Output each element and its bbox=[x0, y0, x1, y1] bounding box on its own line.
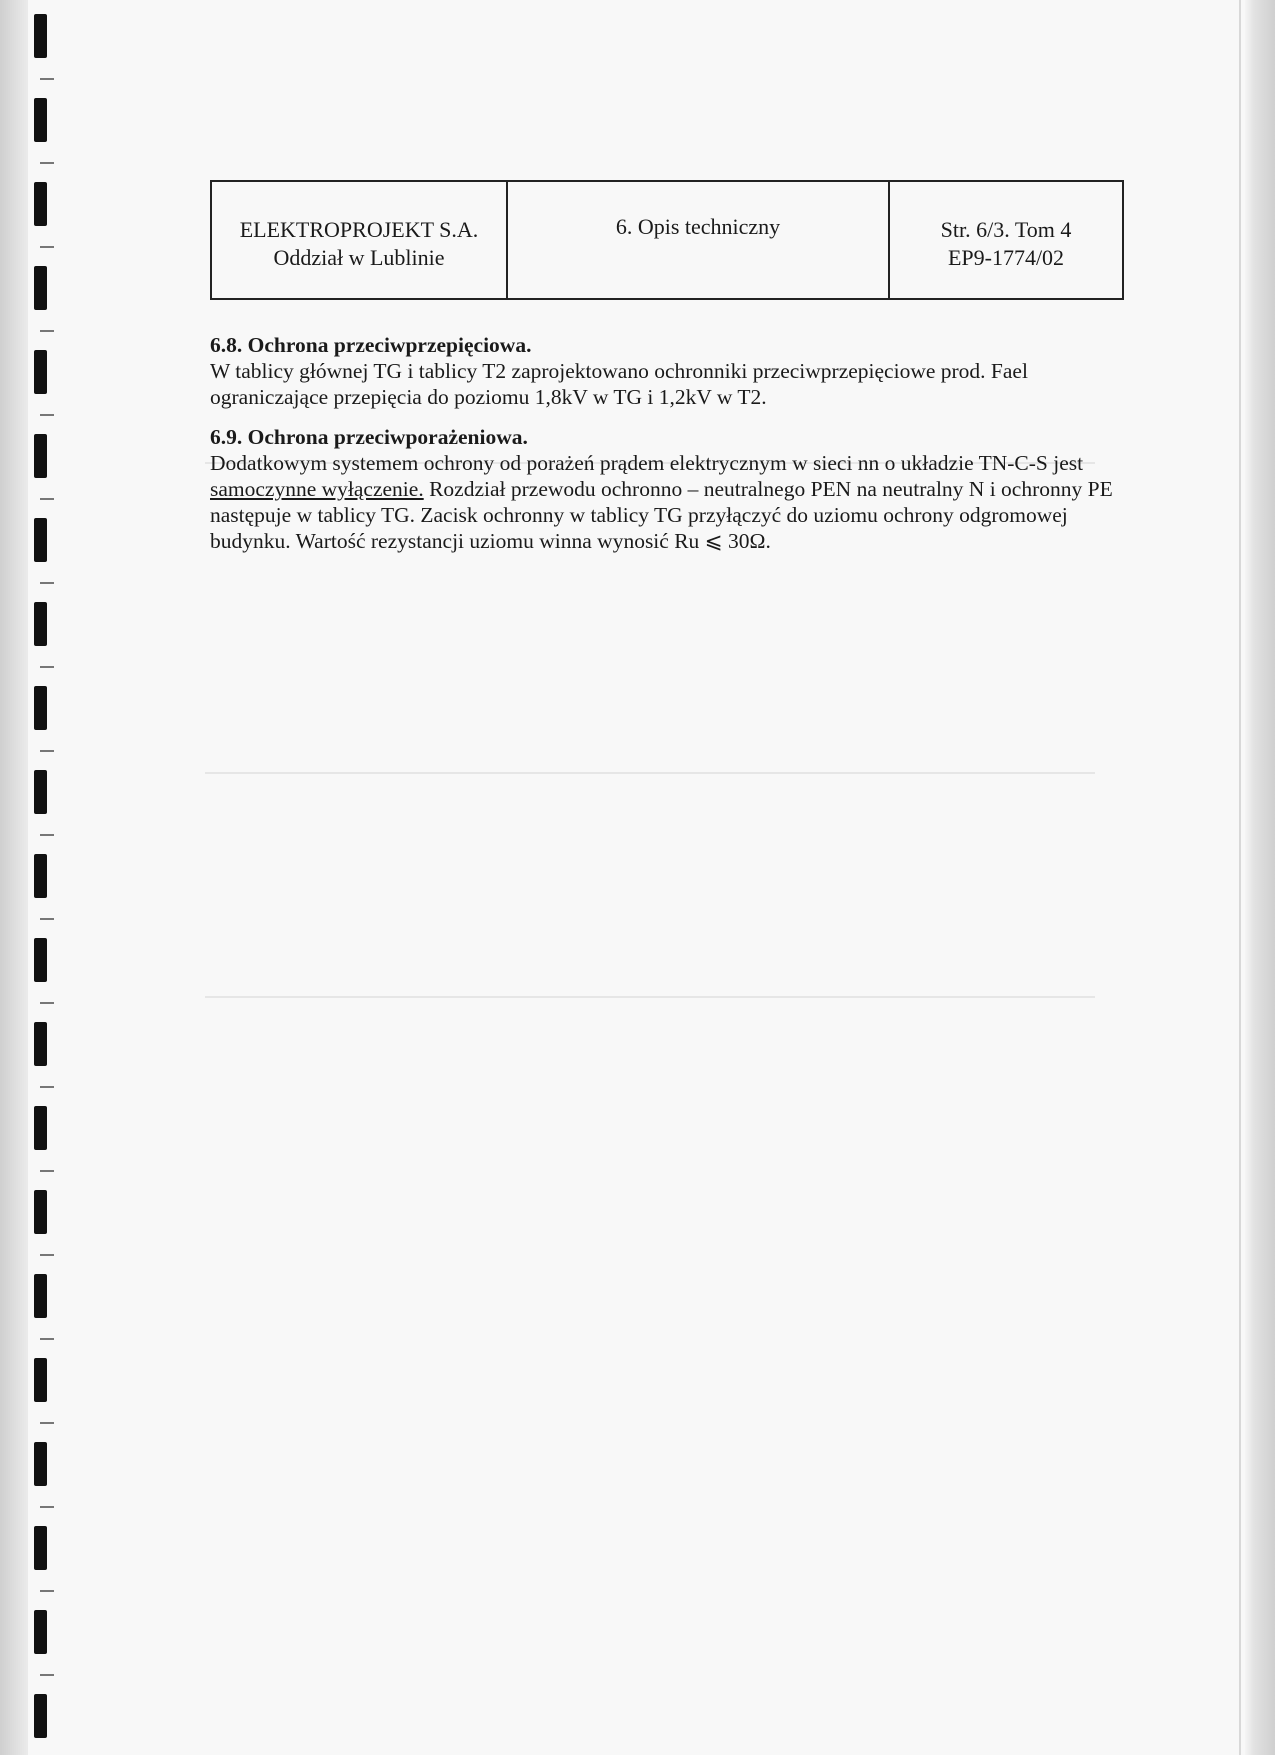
section-paragraph: W tablicy głównej TG i tablicy T2 zaprojektowano ochronniki przeciwprzepięciowe prod. Fael ograniczające przepięcia do poziomu 1,8kV w TG i 1,2kV w T2. bbox=[210, 359, 1028, 409]
header-company-cell bbox=[212, 182, 508, 298]
paragraph-text: Rozdział przewodu ochronno – neutralnego PEN na neutralny N i ochronny PE następuje w tablicy TG. Zacisk ochronny w tablicy TG przyłączyć do uziomu ochrony odgromowej budynku. Wartość rezystancji uziomu winna wynosić Ru ⩽ 30Ω. bbox=[210, 477, 1113, 553]
binding-hole bbox=[34, 1274, 47, 1318]
section-shock-protection bbox=[210, 424, 1115, 554]
binding-hole bbox=[34, 1526, 47, 1570]
document-number: EP9-1774/02 bbox=[947, 245, 1065, 270]
binding-tick bbox=[40, 918, 54, 920]
binding-hole bbox=[34, 1442, 47, 1486]
paragraph-text: Dodatkowym systemem ochrony od porażeń prądem elektrycznym w sieci nn o układzie TN-C-S jest bbox=[210, 451, 1084, 475]
binding-hole bbox=[34, 1358, 47, 1402]
page-edge bbox=[1245, 0, 1275, 1755]
binding-hole bbox=[34, 686, 47, 730]
section-heading: 6.9. Ochrona przeciwporażeniowa. bbox=[210, 425, 528, 449]
binding-hole bbox=[34, 98, 47, 142]
binding-tick bbox=[40, 750, 54, 752]
binding-hole bbox=[34, 14, 47, 58]
binding-tick bbox=[40, 162, 54, 164]
binding-tick bbox=[40, 1002, 54, 1004]
binding-tick bbox=[40, 1086, 54, 1088]
binding-hole bbox=[34, 1190, 47, 1234]
binding-tick bbox=[40, 582, 54, 584]
binding-tick bbox=[40, 1506, 54, 1508]
binding-hole bbox=[34, 1106, 47, 1150]
binding-hole bbox=[34, 1694, 47, 1738]
spiral-binding bbox=[0, 0, 60, 1755]
company-branch: Oddział w Lublinie bbox=[273, 245, 445, 270]
section-surge-protection bbox=[210, 332, 1115, 410]
binding-tick bbox=[40, 666, 54, 668]
chapter-title: 6. Opis techniczny bbox=[615, 214, 781, 239]
binding-tick bbox=[40, 1254, 54, 1256]
show-through-rule bbox=[205, 996, 1095, 998]
binding-tick bbox=[40, 330, 54, 332]
binding-hole bbox=[34, 182, 47, 226]
binding-tick bbox=[40, 1422, 54, 1424]
page-edge-shadow bbox=[1239, 0, 1241, 1755]
company-name: ELEKTROPROJEKT S.A. bbox=[239, 217, 479, 242]
binding-tick bbox=[40, 1170, 54, 1172]
binding-hole bbox=[34, 350, 47, 394]
binding-hole bbox=[34, 602, 47, 646]
binding-tick bbox=[40, 498, 54, 500]
binding-hole bbox=[34, 770, 47, 814]
binding-strip bbox=[0, 0, 28, 1755]
binding-hole bbox=[34, 1022, 47, 1066]
document-body bbox=[210, 332, 1115, 568]
binding-hole bbox=[34, 1610, 47, 1654]
header-page-cell bbox=[890, 182, 1122, 298]
binding-hole bbox=[34, 434, 47, 478]
binding-tick bbox=[40, 414, 54, 416]
binding-tick bbox=[40, 1338, 54, 1340]
page-reference: Str. 6/3. Tom 4 bbox=[940, 217, 1072, 242]
section-paragraph bbox=[210, 450, 1115, 554]
binding-tick bbox=[40, 1590, 54, 1592]
binding-tick bbox=[40, 834, 54, 836]
header-chapter-cell bbox=[508, 182, 890, 298]
show-through-rule bbox=[205, 772, 1095, 774]
underlined-term: samoczynne wyłączenie. bbox=[210, 477, 424, 501]
section-heading: 6.8. Ochrona przeciwprzepięciowa. bbox=[210, 333, 532, 357]
binding-hole bbox=[34, 518, 47, 562]
document-header-table bbox=[210, 180, 1124, 300]
binding-tick bbox=[40, 246, 54, 248]
binding-tick bbox=[40, 78, 54, 80]
binding-hole bbox=[34, 854, 47, 898]
binding-hole bbox=[34, 938, 47, 982]
binding-tick bbox=[40, 1674, 54, 1676]
binding-hole bbox=[34, 266, 47, 310]
